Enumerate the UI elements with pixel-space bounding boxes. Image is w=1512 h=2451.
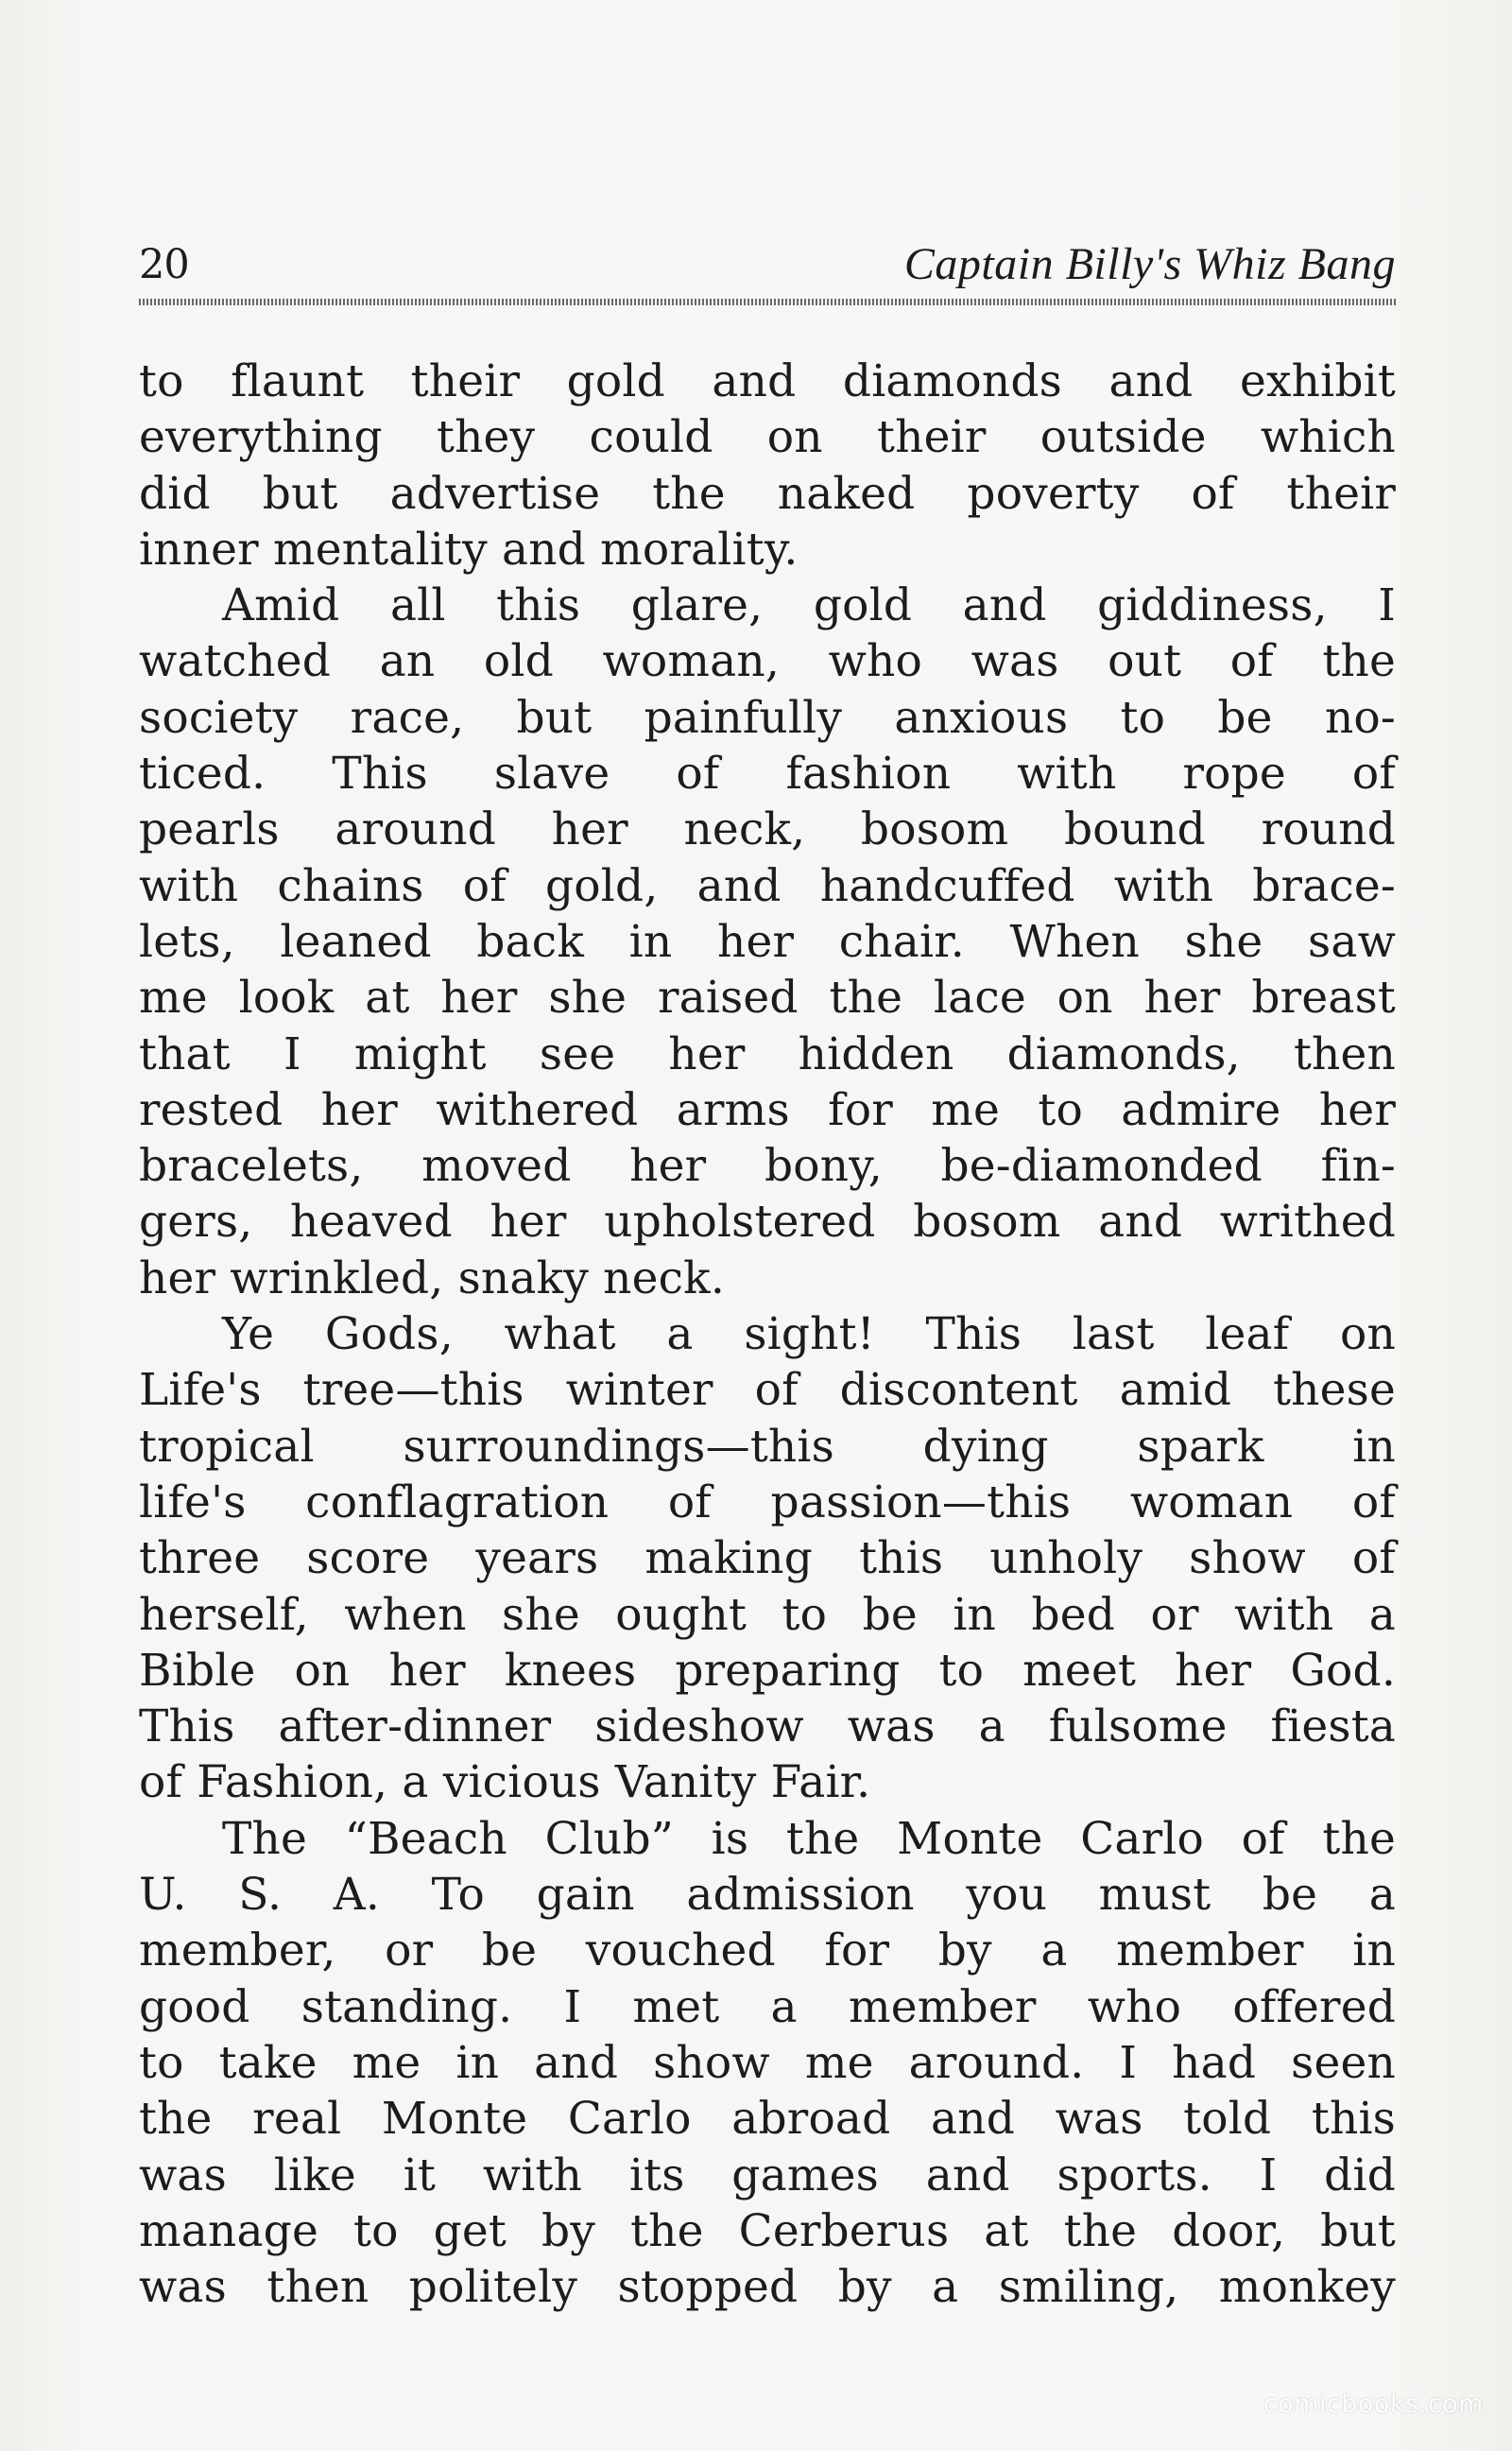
- text-line: inner mentality and morality.: [139, 523, 799, 576]
- text-line: was like it with its games and sports. I did: [139, 2149, 1396, 2201]
- text-line: was then politely stopped by a smiling, monkey: [139, 2261, 1396, 2314]
- text-line: pearls around her neck, bosom bound round: [139, 803, 1396, 856]
- text-line: her wrinkled, snaky neck.: [139, 1251, 725, 1304]
- text-line: good standing. I met a member who offered: [139, 1980, 1396, 2033]
- text-line: three score years making this unholy show of: [139, 1532, 1396, 1585]
- text-line: gers, heaved her upholstered bosom and writhed: [139, 1196, 1396, 1249]
- text-line: bracelets, moved her bony, be-diamonded fin-: [139, 1140, 1396, 1193]
- body-text: [139, 354, 1396, 2315]
- text-line: lets, leaned back in her chair. When she saw: [139, 915, 1396, 968]
- text-line: with chains of gold, and handcuffed with brace-: [139, 859, 1396, 912]
- text-line: herself, when she ought to be in bed or with a: [139, 1588, 1396, 1641]
- watermark: comicbooks.com: [1263, 2390, 1484, 2419]
- text-line: life's conflagration of passion—this woman of: [139, 1476, 1396, 1528]
- header-rule: [139, 299, 1396, 305]
- text-line: tropical surroundings—this dying spark in: [139, 1420, 1396, 1473]
- text-line: society race, but painfully anxious to be no-: [139, 691, 1396, 744]
- text-line: me look at her she raised the lace on her breast: [139, 972, 1396, 1025]
- text-line: ticed. This slave of fashion with rope of: [139, 748, 1396, 801]
- text-line: Life's tree—this winter of discontent amid these: [139, 1364, 1396, 1417]
- text-line: that I might see her hidden diamonds, then: [139, 1027, 1396, 1080]
- text-line: to take me in and show me around. I had seen: [139, 2036, 1396, 2089]
- text-line: manage to get by the Cerberus at the door, but: [139, 2204, 1396, 2257]
- text-line: to flaunt their gold and diamonds and exhibit: [139, 355, 1396, 407]
- text-line: This after-dinner sideshow was a fulsome fiesta: [139, 1700, 1396, 1753]
- running-title: Captain Billy's Whiz Bang: [903, 239, 1396, 289]
- text-line: Bible on her knees preparing to meet her God.: [139, 1644, 1396, 1697]
- text-line: Ye Gods, what a sight! This last leaf on: [222, 1308, 1396, 1361]
- text-line: watched an old woman, who was out of the: [139, 635, 1396, 688]
- running-head: [139, 236, 1396, 293]
- text-line: U. S. A. To gain admission you must be a: [139, 1869, 1396, 1922]
- text-line: Amid all this glare, gold and giddiness, I: [222, 579, 1396, 632]
- text-line: did but advertise the naked poverty of their: [139, 467, 1396, 520]
- text-line: of Fashion, a vicious Vanity Fair.: [139, 1756, 871, 1809]
- text-line: everything they could on their outside which: [139, 411, 1396, 464]
- text-line: the real Monte Carlo abroad and was told this: [139, 2093, 1396, 2146]
- text-line: rested her withered arms for me to admire her: [139, 1083, 1396, 1136]
- text-line: member, or be vouched for by a member in: [139, 1925, 1396, 1977]
- text-line: The “Beach Club” is the Monte Carlo of the: [222, 1812, 1396, 1865]
- page-number: 20: [139, 241, 189, 288]
